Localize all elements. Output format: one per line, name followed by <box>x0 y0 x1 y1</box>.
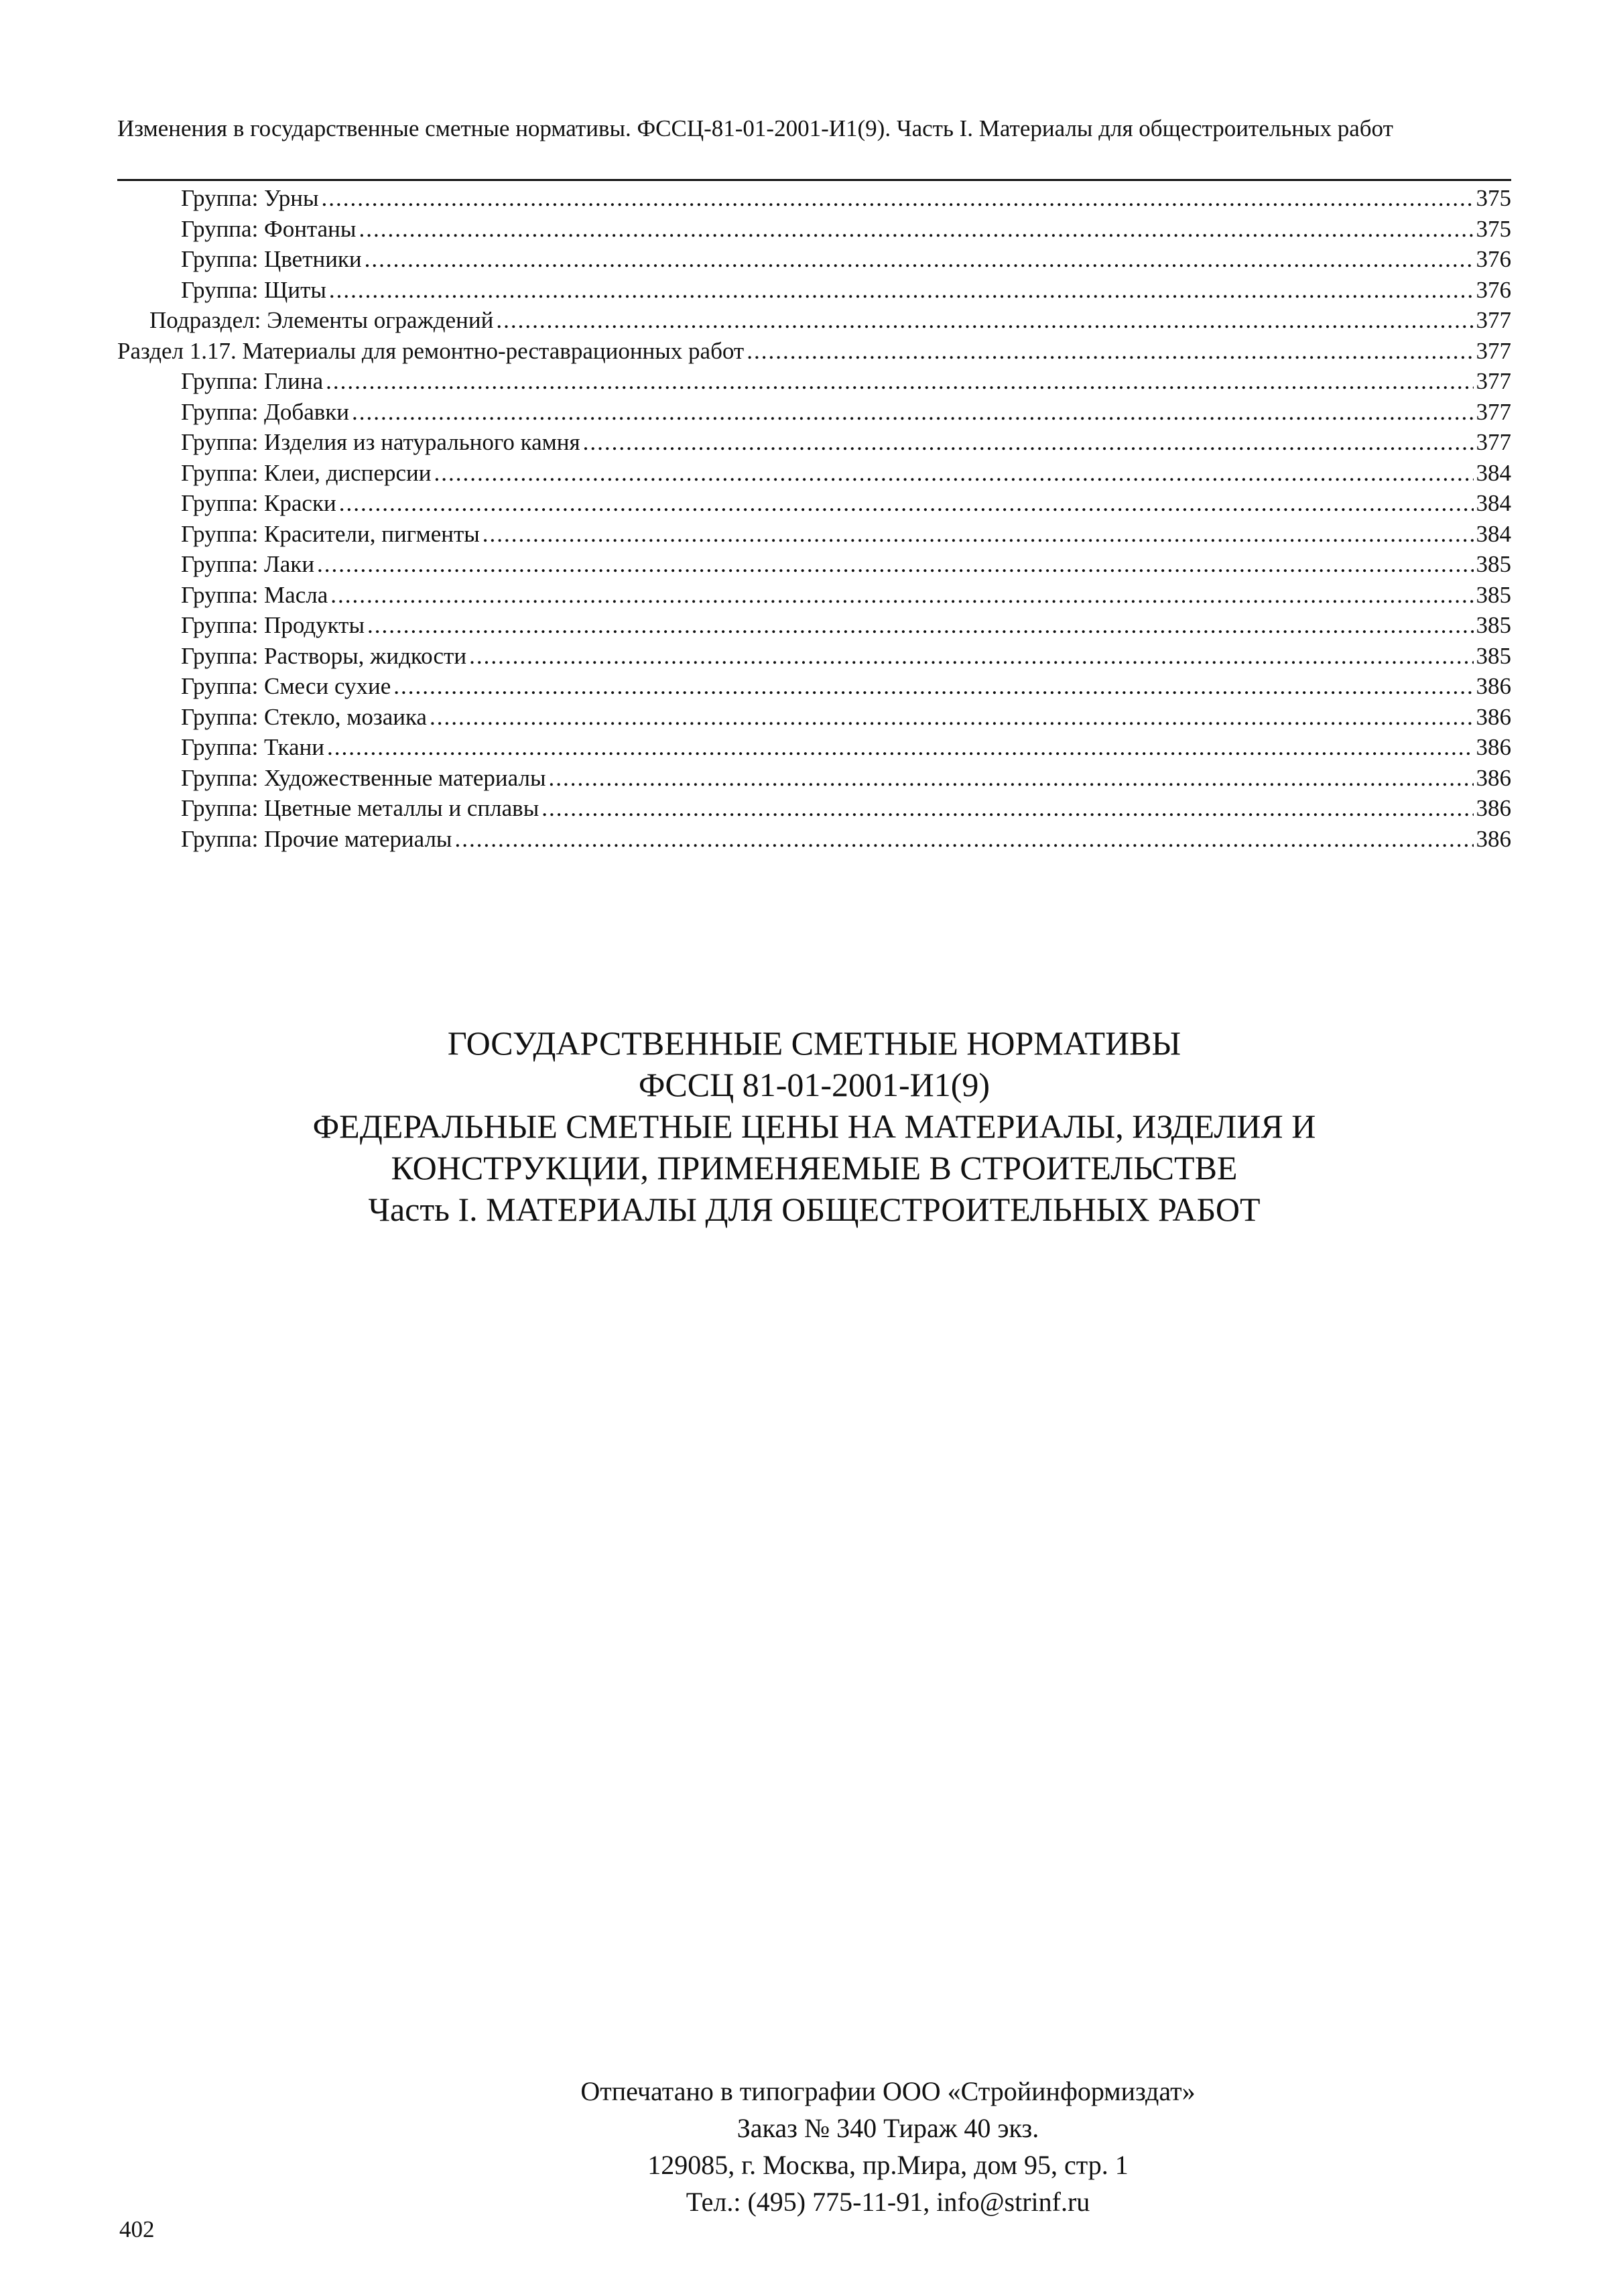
header-divider <box>117 179 1511 181</box>
toc-entry-label: Группа: Добавки <box>181 398 350 425</box>
toc-entry <box>117 427 1511 458</box>
toc-dot-leader <box>483 519 1474 550</box>
toc-dot-leader <box>322 183 1474 214</box>
toc-dot-leader <box>327 732 1473 763</box>
toc-entry-label: Группа: Лаки <box>181 551 315 577</box>
toc-entry <box>117 244 1511 275</box>
toc-dot-leader <box>330 580 1473 611</box>
toc-entry-page: 386 <box>1476 795 1511 821</box>
toc-entry-label: Подраздел: Элементы ограждений <box>149 307 494 333</box>
toc-entry-label: Группа: Урны <box>181 185 319 211</box>
toc-entry-page: 386 <box>1476 764 1511 791</box>
toc-entry-page: 384 <box>1476 459 1511 486</box>
imprint-address: 129085, г. Москва, пр.Мира, дом 95, стр. 1 <box>647 2150 1129 2180</box>
toc-entry <box>117 305 1511 336</box>
toc-entry <box>117 641 1511 672</box>
toc-dot-leader <box>317 549 1473 580</box>
title-line-1: ГОСУДАРСТВЕННЫЕ СМЕТНЫЕ НОРМАТИВЫ <box>447 1024 1181 1062</box>
toc-entry <box>117 519 1511 550</box>
toc-dot-leader <box>541 793 1473 824</box>
toc-dot-leader <box>367 610 1474 641</box>
toc-entry <box>117 336 1511 367</box>
toc-entry-label: Группа: Краски <box>181 490 336 516</box>
toc-entry <box>117 763 1511 794</box>
toc-entry-label: Группа: Изделия из натурального камня <box>181 429 580 455</box>
title-line-3: ФЕДЕРАЛЬНЫЕ СМЕТНЫЕ ЦЕНЫ НА МАТЕРИАЛЫ, ИЗДЕЛИЯ И <box>312 1107 1316 1145</box>
toc-entry-page: 385 <box>1476 581 1511 608</box>
toc-dot-leader <box>365 244 1474 275</box>
toc-entry <box>117 702 1511 733</box>
table-of-contents <box>117 183 1511 854</box>
title-block <box>117 1022 1511 1230</box>
toc-entry-page: 384 <box>1476 520 1511 547</box>
toc-dot-leader <box>339 488 1474 519</box>
imprint-order: Заказ № 340 Тираж 40 экз. <box>737 2113 1039 2143</box>
toc-entry-page: 375 <box>1476 215 1511 242</box>
toc-entry-page: 386 <box>1476 703 1511 730</box>
imprint-printer: Отпечатано в типографии ООО «Стройинформиздат» <box>580 2076 1196 2106</box>
toc-entry-page: 385 <box>1476 642 1511 669</box>
toc-entry-page: 384 <box>1476 490 1511 516</box>
toc-entry-page: 376 <box>1476 276 1511 303</box>
toc-entry-label: Группа: Цветники <box>181 246 362 272</box>
toc-entry <box>117 732 1511 763</box>
toc-dot-leader <box>583 427 1474 458</box>
toc-entry-page: 377 <box>1476 429 1511 455</box>
toc-dot-leader <box>326 366 1473 397</box>
toc-entry <box>117 793 1511 824</box>
toc-entry-page: 377 <box>1476 307 1511 333</box>
toc-entry <box>117 488 1511 519</box>
toc-entry-page: 386 <box>1476 825 1511 852</box>
toc-entry-label: Группа: Масла <box>181 581 328 608</box>
toc-entry-page: 375 <box>1476 185 1511 211</box>
toc-entry-page: 385 <box>1476 612 1511 638</box>
toc-entry <box>117 458 1511 489</box>
toc-entry <box>117 366 1511 397</box>
toc-entry-label: Группа: Цветные металлы и сплавы <box>181 795 539 821</box>
toc-dot-leader <box>548 763 1473 794</box>
toc-entry-label: Группа: Фонтаны <box>181 215 357 242</box>
toc-dot-leader <box>747 336 1473 367</box>
toc-dot-leader <box>393 671 1473 702</box>
toc-entry <box>117 275 1511 306</box>
toc-dot-leader <box>430 702 1474 733</box>
toc-entry <box>117 183 1511 214</box>
toc-entry-page: 386 <box>1476 734 1511 760</box>
toc-dot-leader <box>434 458 1473 489</box>
toc-entry <box>117 397 1511 428</box>
toc-entry-label: Группа: Щиты <box>181 276 326 303</box>
toc-entry-label: Группа: Клеи, дисперсии <box>181 459 432 486</box>
toc-dot-leader <box>329 275 1474 306</box>
toc-entry <box>117 824 1511 855</box>
toc-entry-page: 377 <box>1476 398 1511 425</box>
toc-entry <box>117 549 1511 580</box>
toc-entry-label: Группа: Смеси сухие <box>181 673 391 699</box>
toc-entry-page: 386 <box>1476 673 1511 699</box>
toc-entry-label: Группа: Художественные материалы <box>181 764 546 791</box>
toc-entry <box>117 580 1511 611</box>
toc-dot-leader <box>454 824 1473 855</box>
imprint-contacts: Тел.: (495) 775-11-91, info@strinf.ru <box>686 2187 1090 2217</box>
toc-entry <box>117 671 1511 702</box>
toc-entry-page: 376 <box>1476 246 1511 272</box>
toc-entry-label: Группа: Прочие материалы <box>181 825 452 852</box>
toc-entry-label: Группа: Глина <box>181 368 324 394</box>
toc-dot-leader <box>469 641 1473 672</box>
title-line-5: Часть I. МАТЕРИАЛЫ ДЛЯ ОБЩЕСТРОИТЕЛЬНЫХ РАБОТ <box>368 1191 1261 1228</box>
title-line-2: ФССЦ 81-01-2001-И1(9) <box>638 1066 990 1103</box>
toc-entry-label: Раздел 1.17. Материалы для ремонтно-реставрационных работ <box>117 337 745 364</box>
toc-entry-page: 377 <box>1476 368 1511 394</box>
toc-entry-page: 385 <box>1476 551 1511 577</box>
toc-entry <box>117 214 1511 245</box>
running-header: Изменения в государственные сметные нормативы. ФССЦ-81-01-2001-И1(9). Часть I. Материалы для общестроительных работ <box>117 115 1393 141</box>
toc-entry-label: Группа: Ткани <box>181 734 325 760</box>
toc-entry-label: Группа: Растворы, жидкости <box>181 642 467 669</box>
title-line-4: КОНСТРУКЦИИ, ПРИМЕНЯЕМЫЕ В СТРОИТЕЛЬСТВЕ <box>391 1149 1238 1187</box>
toc-dot-leader <box>352 397 1473 428</box>
toc-entry-label: Группа: Продукты <box>181 612 365 638</box>
toc-dot-leader <box>496 305 1473 336</box>
page-number: 402 <box>119 2216 155 2242</box>
imprint-block <box>402 2073 1374 2220</box>
toc-entry <box>117 610 1511 641</box>
toc-entry-label: Группа: Красители, пигменты <box>181 520 480 547</box>
toc-entry-label: Группа: Стекло, мозаика <box>181 703 427 730</box>
toc-dot-leader <box>359 214 1473 245</box>
toc-entry-page: 377 <box>1476 337 1511 364</box>
